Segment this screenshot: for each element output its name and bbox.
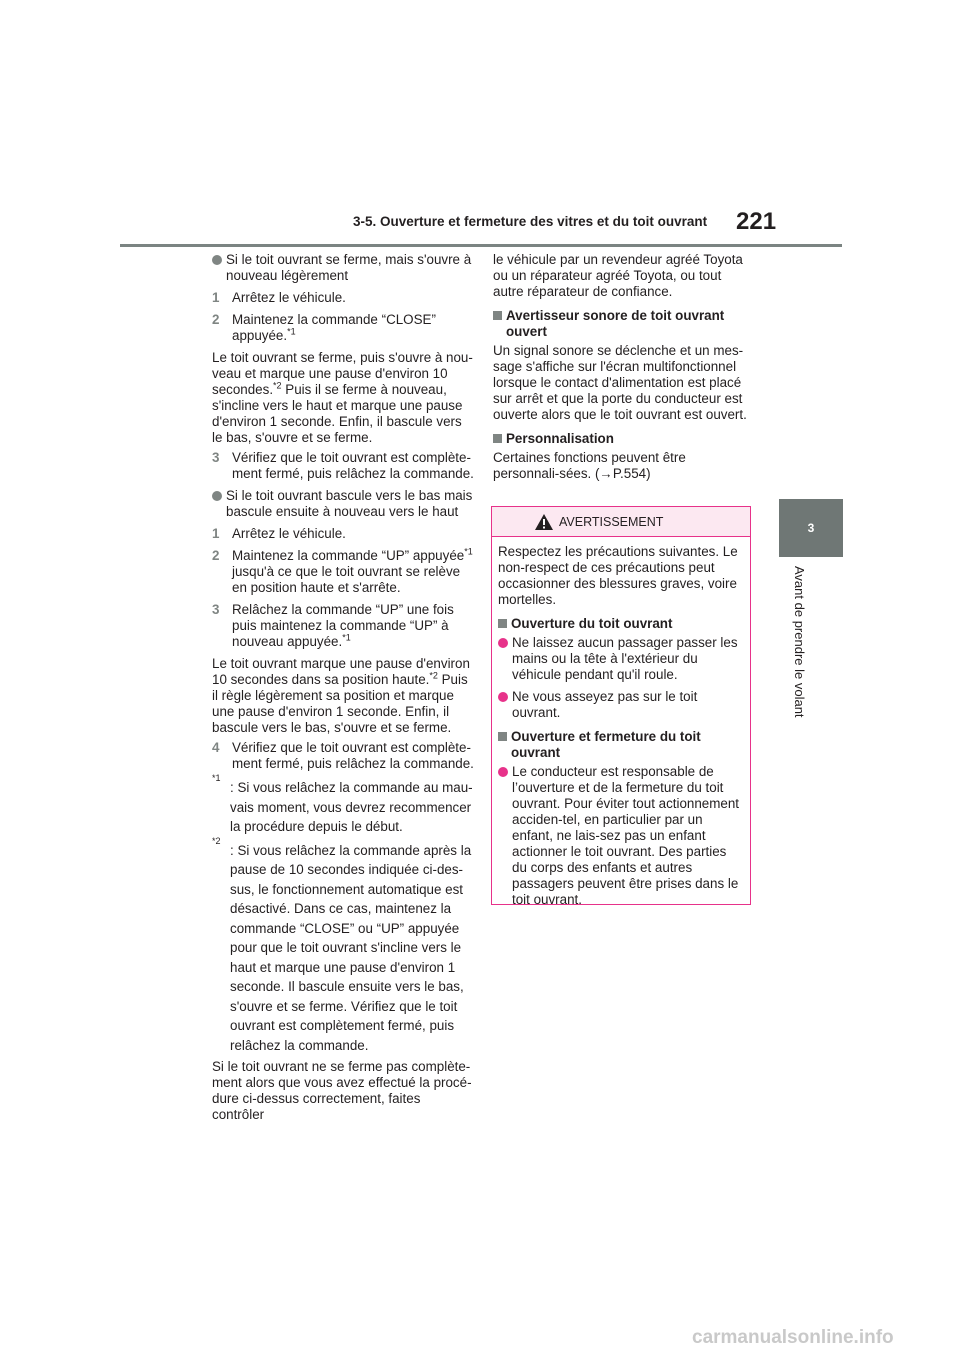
warning-intro: Respectez les précautions suivantes. Le non-respect de ces précautions peut occasionner des blessures graves, voire mortelles. [498,544,738,607]
square-bullet-icon [498,619,507,628]
paragraph [212,656,474,736]
heading-text: Personnalisation [506,431,614,446]
warning-bullet [498,635,743,683]
step-text: Vérifiez que le toit ouvrant est complète-ment fermé, puis relâchez la commande. [232,740,474,771]
footnote-ref: *2 [273,380,282,391]
bullet-text: Si le toit ouvrant se ferme, mais s'ouvre à nouveau légèrement [226,252,472,283]
bullet-dot-icon [498,692,508,702]
step-number: 4 [212,740,220,755]
square-bullet-icon [493,311,502,320]
heading-text: Ouverture du toit ouvrant [511,616,673,631]
square-bullet-icon [498,732,507,741]
step-item [212,602,474,650]
bullet-item [212,252,474,284]
bullet-dot-icon [498,638,508,648]
paragraph-text: Le toit ouvrant se ferme, puis s'ouvre à nou-veau et marque une pause d'environ 10 secondes. [212,350,473,397]
step-number: 3 [212,450,220,465]
header-divider [120,244,842,247]
warning-bullet [498,689,743,721]
footnote-ref: *2 [429,670,438,681]
paragraph-text: Puis il règle légèrement sa position et marque une pause d'environ 1 seconde. Enfin, il bascule vers le bas, s'ouvre et se ferme. [212,672,468,735]
left-column [212,252,474,1127]
step-item [212,290,474,306]
square-bullet-icon [493,434,502,443]
warning-header [492,507,750,537]
step-text: Vérifiez que le toit ouvrant est complète-ment fermé, puis relâchez la commande. [232,450,474,481]
section-heading [493,308,755,340]
paragraph: Si le toit ouvrant ne se ferme pas complète-ment alors que vous avez effectué la procé-dure ci-dessus correctement, faites contrôler [212,1059,472,1122]
section-title: 3-5. Ouverture et fermeture des vitres et du toit ouvrant [353,214,708,229]
warning-bullet [498,764,743,908]
warning-heading [498,616,743,632]
right-column [493,252,755,486]
chapter-tab: 3 [779,499,843,557]
bullet-dot-icon [212,255,222,265]
footnote-text: : Si vous relâchez la commande après la pause de 10 secondes indiquée ci-des-sus, le fonctionnement automatique est désactivé. Dans ce cas, maintenez la commande “CLOSE” ou “UP” appuyée pour que le toit ouvrant s'incline vers le haut et marque une pause d'environ 1 seconde. Il bascule ensuite vers le bas, s'ouvre et se ferme. Vérifiez que le toit ouvrant est complètement fermé, puis relâchez la commande. [230,842,472,1053]
step-item [212,450,474,482]
heading-text: Avertisseur sonore de toit ouvrant ouvert [506,308,725,339]
paragraph [212,350,474,446]
step-item [212,740,474,772]
bullet-text: Si le toit ouvrant bascule vers le bas mais bascule ensuite à nouveau vers le haut [226,488,473,519]
step-number: 3 [212,602,220,617]
paragraph: le véhicule par un revendeur agréé Toyota ou un réparateur agréé Toyota, ou tout autre réparateur de confiance. [493,252,743,299]
warning-box [491,506,751,905]
step-number: 1 [212,526,220,541]
section-heading [493,431,755,447]
paragraph-text: Le toit ouvrant marque une pause d'environ 10 secondes dans sa position haute. [212,656,470,687]
warning-heading [498,729,743,761]
footnote: *2 : Si vous relâchez la commande après la pause de 10 secondes indiquée ci-des-sus, le fonctionnement automatique est désactivé. Dans ce cas, maintenez la commande “CLOSE” ou “UP” appuyée pour que le toit ouvrant s'incline vers le haut et marque une pause d'environ 1 seconde. Il bascule ensuite vers le bas, s'ouvre et se ferme. Vérifiez que le toit ouvrant est complètement fermé, puis relâchez la commande. [212,835,472,1053]
footnote-ref: *1 [287,326,296,337]
footnote-text: : Si vous relâchez la commande au mau-vais moment, vous devrez recommencer la procédure depuis le début. [230,780,473,834]
page-number: 221 [736,208,777,235]
footnote: *1 : Si vous relâchez la commande au mau-vais moment, vous devrez recommencer la procédure depuis le début. [212,773,473,834]
step-number: 1 [212,290,220,305]
footnote-ref: *1 [464,546,473,557]
bullet-text: Ne vous asseyez pas sur le toit ouvrant. [512,689,698,720]
bullet-text: Le conducteur est responsable de l’ouverture et de la fermeture du toit ouvrant. Pour éviter tout actionnement acciden-tel, en particulier par un enfant, ne lais-sez pas un enfant actionner le toit ouvrant. Des parties du corps des enfants et autres passagers peuvent être prises dans le toit ouvrant. [512,764,740,907]
step-text: Relâchez la commande “UP” une fois puis maintenez la commande “UP” à nouveau appuyée. [232,602,454,649]
warning-triangle-icon [534,513,554,531]
paragraph-text: Puis il se ferme à nouveau, s'incline vers le haut et marque une pause d'environ 1 seconde. Enfin, il bascule vers le bas, s'ouvre et se ferme. [212,382,463,445]
footnote-ref: *1 [342,632,351,643]
bullet-dot-icon [212,491,222,501]
step-text: Arrêtez le véhicule. [232,526,346,541]
watermark: carmanualsonline.info [692,1327,894,1348]
warning-title: AVERTISSEMENT [559,515,664,529]
bullet-text: Ne laissez aucun passager passer les mains ou la tête à l'extérieur du véhicule pendant qu'il roule. [512,635,738,682]
chapter-label-text: Avant de prendre le volant [792,566,807,718]
step-text: jusqu'à ce que le toit ouvrant se relève en position haute et s'arrête. [232,564,461,595]
step-number: 2 [212,548,220,563]
heading-text: Ouverture et fermeture du toit ouvrant [511,729,701,760]
step-item [212,312,474,344]
step-item [212,548,474,596]
paragraph: Un signal sonore se déclenche et un mes-sage s'affiche sur l'écran multifonctionnel lorsque le contact d'alimentation est placé sur arrêt et que la porte du conducteur est ouverte alors que le toit ouvrant est ouvert. [493,343,747,422]
step-item [212,526,474,542]
step-text: Arrêtez le véhicule. [232,290,346,305]
step-text: Maintenez la commande “UP” appuyée [232,548,465,563]
step-number: 2 [212,312,220,327]
warning-body [492,537,750,908]
bullet-dot-icon [498,767,508,777]
bullet-item [212,488,474,520]
paragraph: Certaines fonctions peuvent être personnali-sées. (→P.554) [493,450,686,481]
step-text: Maintenez la commande “CLOSE” appuyée. [232,312,436,343]
chapter-label [788,566,810,736]
